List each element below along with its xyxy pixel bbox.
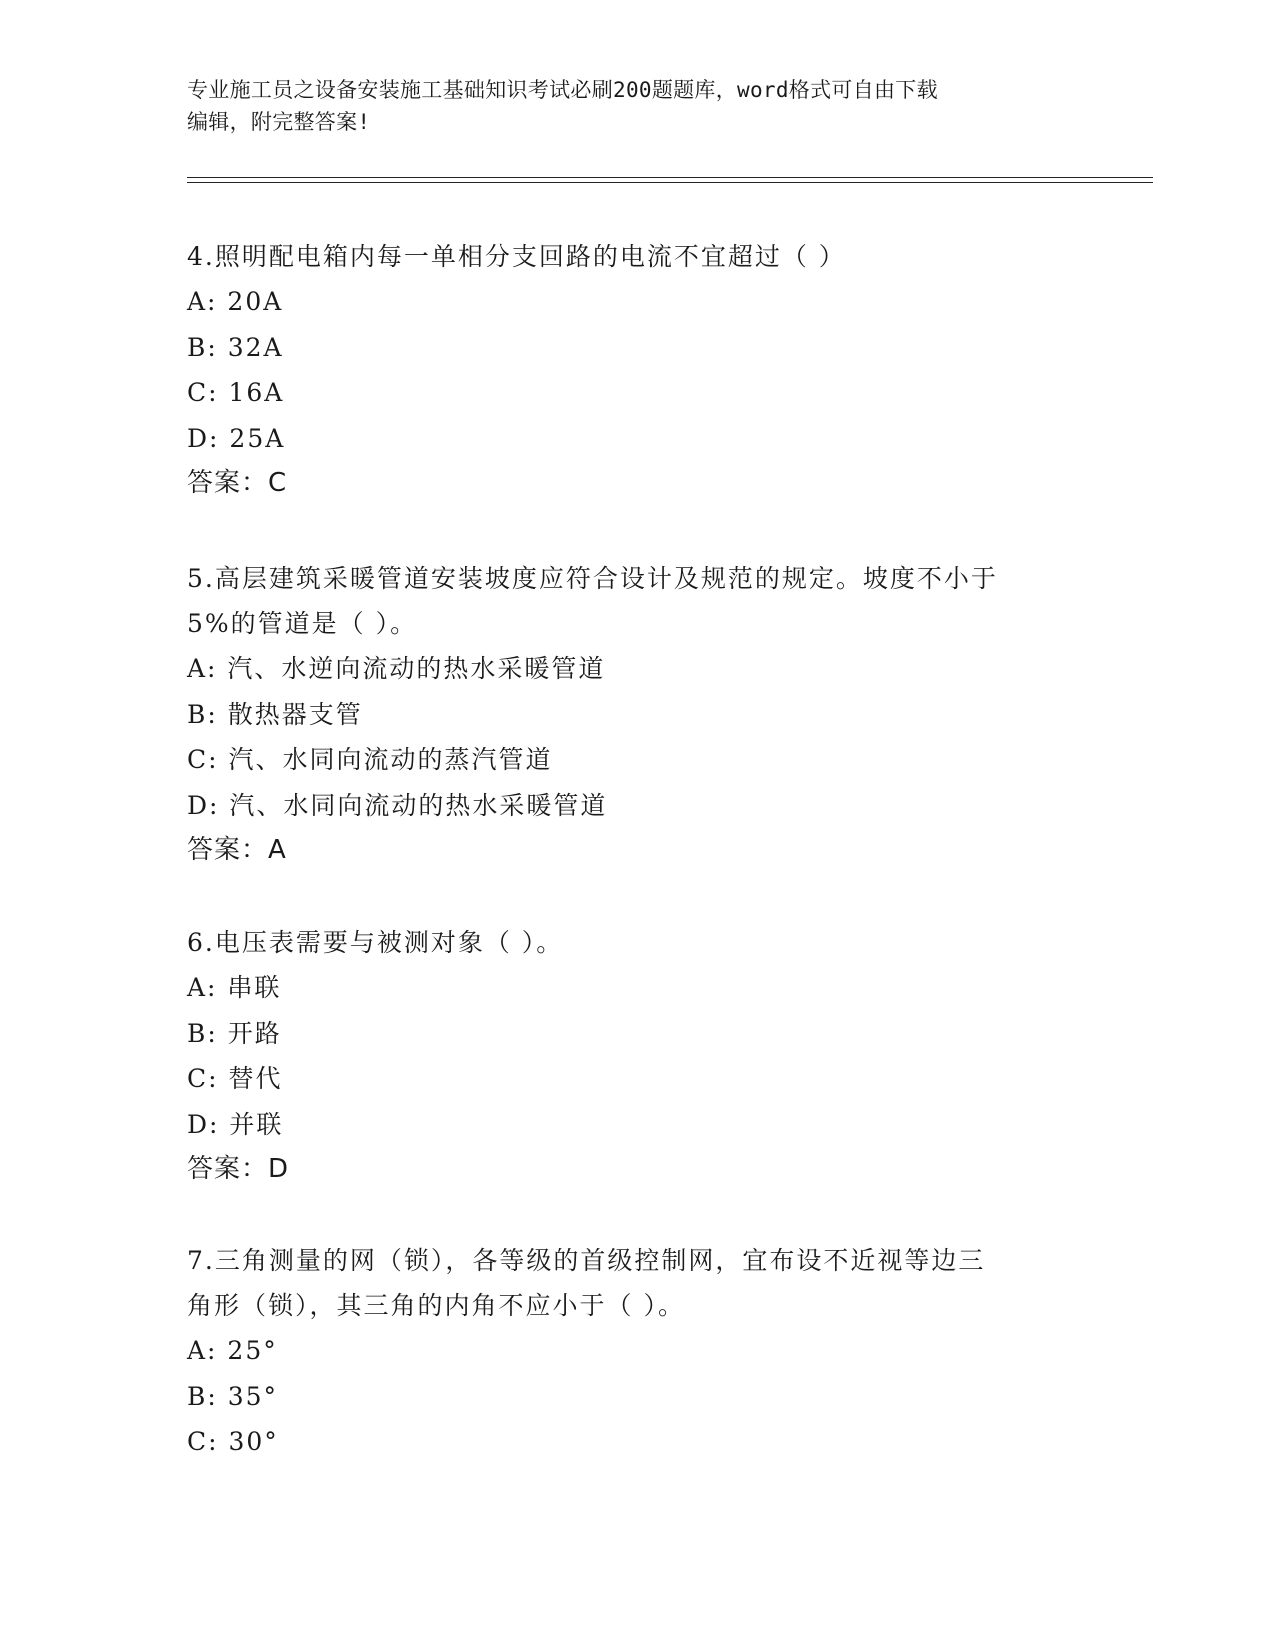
option-a: A: 汽、水逆向流动的热水采暖管道	[187, 654, 606, 683]
option-d: D: 25A	[187, 423, 286, 453]
answer-line: 答案：D	[187, 1154, 290, 1184]
option-a: A: 25°	[187, 1336, 278, 1365]
header-divider-top	[187, 177, 1153, 178]
answer-line: 答案：C	[187, 468, 288, 498]
option-c: C: 汽、水同向流动的蒸汽管道	[187, 745, 553, 774]
question-stem-line-1: 5.高层建筑采暖管道安装坡度应符合设计及规范的规定。坡度不小于	[187, 564, 998, 593]
header-divider-bottom	[187, 182, 1153, 183]
option-b: B: 32A	[187, 332, 284, 362]
question-4	[187, 234, 1067, 506]
option-c: C: 30°	[187, 1427, 279, 1456]
header-title-line-1: 专业施工员之设备安装施工基础知识考试必刷200题题库，word格式可自由下载	[187, 78, 938, 102]
answer-line: 答案：A	[187, 835, 287, 865]
question-stem-line-2: 5%的管道是（ ）。	[187, 609, 418, 638]
option-a: A: 串联	[187, 973, 282, 1002]
question-6	[187, 920, 1067, 1192]
option-b: B: 开路	[187, 1018, 282, 1048]
document-header	[187, 74, 1067, 138]
question-7	[187, 1238, 1067, 1465]
option-b: B: 散热器支管	[187, 699, 363, 729]
question-stem: 6.电压表需要与被测对象（ ）。	[187, 928, 564, 957]
header-title-line-2: 编辑，附完整答案!	[187, 110, 371, 134]
question-5	[187, 556, 1067, 873]
question-stem-line-2: 角形（锁），其三角的内角不应小于（ ）。	[187, 1291, 685, 1320]
option-d: D: 汽、水同向流动的热水采暖管道	[187, 790, 608, 820]
option-a: A: 20A	[187, 287, 284, 316]
option-b: B: 35°	[187, 1381, 279, 1411]
option-c: C: 替代	[187, 1064, 283, 1093]
option-c: C: 16A	[187, 378, 285, 407]
question-stem-line-1: 7.三角测量的网（锁），各等级的首级控制网，宜布设不近视等边三	[187, 1246, 986, 1275]
question-stem: 4.照明配电箱内每一单相分支回路的电流不宜超过（ ）	[187, 242, 846, 271]
option-d: D: 并联	[187, 1109, 284, 1139]
